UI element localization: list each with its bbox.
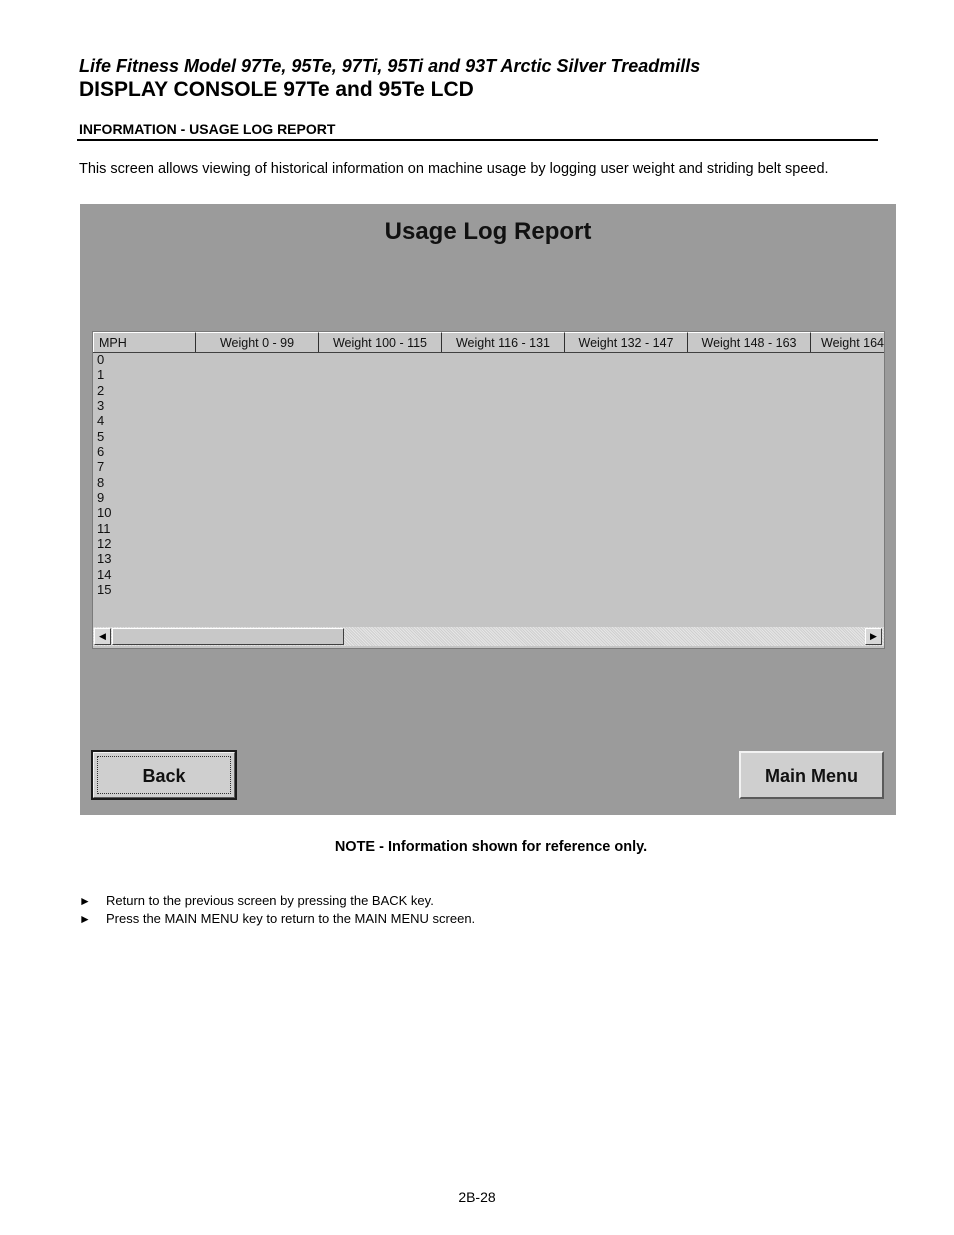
table-row: 8	[97, 474, 105, 490]
table-row: 3	[97, 398, 105, 414]
back-button[interactable]	[92, 751, 236, 799]
table-row: 0	[97, 352, 105, 367]
table-row: 5	[97, 428, 105, 444]
column-header-weight[interactable]: Weight 0 - 99	[196, 332, 319, 352]
page-number: 2B-28	[458, 1189, 496, 1205]
intro-paragraph: This screen allows viewing of historical information on machine usage by logging user weight and striding belt speed.	[79, 161, 829, 177]
column-header-weight[interactable]: Weight 116 - 131	[442, 332, 565, 352]
scrollbar-thumb[interactable]	[112, 628, 344, 645]
arrow-left-icon[interactable]: ◀	[94, 628, 111, 645]
screen-title: Usage Log Report	[384, 218, 592, 245]
table-header	[93, 332, 885, 353]
list-item	[79, 910, 475, 928]
column-header-weight[interactable]: Weight 100 - 115	[319, 332, 442, 352]
document-subtitle: DISPLAY CONSOLE 97Te and 95Te LCD	[79, 78, 474, 101]
list-item	[79, 892, 475, 910]
table-row: 2	[97, 382, 105, 398]
table-row: 15	[97, 582, 112, 598]
instruction-text: Press the MAIN MENU key to return to the MAIN MENU screen.	[106, 911, 476, 926]
column-header-weight[interactable]: Weight 164	[811, 332, 885, 352]
table-row: 1	[97, 367, 105, 383]
column-header-mph[interactable]: MPH	[93, 332, 196, 352]
main-menu-button[interactable]	[739, 751, 884, 799]
table-row: 11	[97, 520, 111, 536]
horizontal-scrollbar[interactable]	[93, 627, 884, 646]
back-button-label: Back	[142, 766, 186, 786]
section-heading: INFORMATION - USAGE LOG REPORT	[79, 121, 336, 137]
bullet-arrow-icon: ►	[79, 912, 91, 926]
main-menu-button-label: Main Menu	[765, 766, 858, 786]
table-row: 13	[97, 551, 112, 567]
table-row: 7	[97, 459, 105, 475]
table-row: 14	[97, 566, 112, 582]
column-header-weight[interactable]: Weight 132 - 147	[565, 332, 688, 352]
column-header-weight[interactable]: Weight 148 - 163	[688, 332, 811, 352]
document-title: Life Fitness Model 97Te, 95Te, 97Ti, 95Ti and 93T Arctic Silver Treadmills	[79, 56, 701, 76]
instruction-text: Return to the previous screen by pressing the BACK key.	[106, 893, 434, 908]
arrow-right-icon[interactable]: ▶	[865, 628, 882, 645]
table-row: 10	[97, 505, 112, 521]
instruction-list	[79, 892, 475, 928]
mph-row-labels	[97, 352, 197, 598]
usage-log-table	[92, 331, 885, 649]
focus-ring	[97, 756, 231, 794]
table-row: 4	[97, 413, 105, 429]
reference-note: NOTE - Information shown for reference only.	[334, 839, 648, 855]
table-row: 12	[97, 536, 112, 552]
table-row: 6	[97, 444, 105, 460]
section-divider	[77, 139, 878, 141]
table-row: 9	[97, 490, 105, 506]
lcd-screen	[80, 204, 896, 815]
bullet-arrow-icon: ►	[79, 894, 91, 908]
